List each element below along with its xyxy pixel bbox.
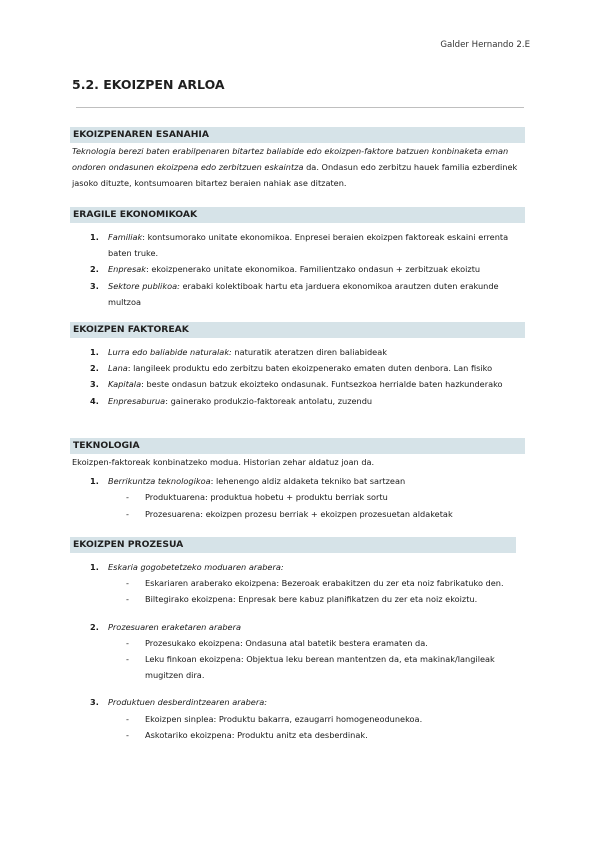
sub-list-item: - Biltegirako ekoizpena: Enpresak bere kabuz planifikatzen du zer eta noiz ekoiztu.: [126, 594, 478, 605]
section-faktoreak: [70, 322, 525, 409]
list-item: 1. Eskaria gogobetetzeko moduaren arabera:: [90, 562, 284, 572]
sub-list-item: - Ekoizpen sinplea: Produktu bakarra, ezaugarri homogeneodunekoa.: [126, 713, 423, 724]
prozesua-list-2: [70, 619, 525, 635]
title-divider: [76, 107, 524, 108]
list-item: 3. Kapitala: beste ondasun batzuk ekoizteko ondasunak. Funtsezkoa herrialde baten hazkunderako: [90, 379, 503, 390]
section-heading: EKOIZPEN FAKTOREAK: [70, 322, 525, 338]
section-heading: EKOIZPENAREN ESANAHIA: [70, 127, 525, 143]
section-heading: EKOIZPEN PROZESUA: [70, 537, 516, 553]
page-title: 5.2. EKOIZPEN ARLOA: [72, 77, 225, 92]
teknologia-list: [70, 473, 525, 489]
prozesua-sublist-2: [70, 635, 525, 684]
list-item: 1. Familiak: kontsumorako unitate ekonomikoa. Enpresei beraien ekoizpen faktoreak eskaini errenta baten truke.: [90, 232, 509, 259]
prozesua-sublist-3: [70, 711, 525, 743]
sub-list-item: - Prozesuarena: ekoizpen prozesu berriak + ekoizpen prozesuetan aldaketak: [126, 508, 453, 519]
definition-italic: Teknologia berezi baten erabilpenaren bitartez baliabide edo ekoizpen-faktore batzuen konbinaketa eman ondoren ondasunen ekoizpena edo zerbitzuen eskaintza: [72, 146, 509, 173]
section-heading: ERAGILE EKONOMIKOAK: [70, 207, 525, 223]
sub-list-item: - Eskariaren araberako ekoizpena: Bezeroak erabakitzen du zer eta noiz fabrikatuko den.: [126, 578, 504, 589]
teknologia-sublist: [70, 489, 525, 521]
prozesua-list-3: [70, 694, 525, 710]
faktoreak-list: [70, 344, 525, 409]
list-item: 1. Lurra edo baliabide naturalak: naturatik ateratzen diren baliabideak: [90, 347, 387, 357]
teknologia-intro: Ekoizpen-faktoreak konbinatzeko modua. Historian zehar aldatuz joan da.: [72, 457, 375, 467]
section-esanahia: [70, 127, 525, 192]
list-item: 1. Berrikuntza teknologikoa: lehenengo aldiz aldaketa tekniko bat sartzean: [90, 476, 406, 487]
list-item: 3. Produktuen desberdintzearen arabera:: [90, 697, 267, 708]
section-eragile: [70, 207, 525, 310]
definition-text: da. Ondasun edo zerbitzu hauek familia ezberdinek jasoko dituzte, kontsumoaren bitartez beraien nahiak ase ditzaten.: [72, 162, 518, 189]
section-heading: TEKNOLOGIA: [70, 438, 525, 454]
definition-paragraph: [70, 143, 525, 192]
prozesua-sublist-1: [70, 575, 525, 607]
list-item: 4. Enpresaburua: gainerako produkzio-faktoreak antolatu, zuzendu: [90, 395, 373, 406]
list-item: 2. Enpresak: ekoizpenerako unitate ekonomikoa. Familientzako ondasun + zerbitzuak ekoiztu: [90, 264, 481, 275]
sub-list-item: - Askotariko ekoizpena: Produktu anitz eta desberdinak.: [126, 729, 368, 740]
section-teknologia: [70, 438, 525, 522]
eragile-list: [70, 229, 525, 310]
sub-list-item: - Leku finkoan ekoizpena: Objektua leku berean mantentzen da, eta makinak/langileak mugitzen dira.: [126, 654, 495, 681]
prozesua-list-1: [70, 559, 525, 575]
list-item: 3. Sektore publikoa: erabaki kolektiboak hartu eta jarduera ekonomikoa arautzen duten erakunde multzoa: [90, 280, 499, 307]
header-author: Galder Hernando 2.E: [440, 40, 530, 50]
sub-list-item: - Prozesukako ekoizpena: Ondasuna atal batetik bestera eramaten da.: [126, 637, 428, 648]
list-item: 2. Prozesuaren eraketaren arabera: [90, 621, 241, 632]
list-item: 2. Lana: langileek produktu edo zerbitzu baten ekoizpenerako ematen duten denbora. Lan fisiko: [90, 363, 493, 374]
section-prozesua: [70, 537, 525, 743]
sub-list-item: - Produktuarena: produktua hobetu + produktu berriak sortu: [126, 492, 388, 503]
